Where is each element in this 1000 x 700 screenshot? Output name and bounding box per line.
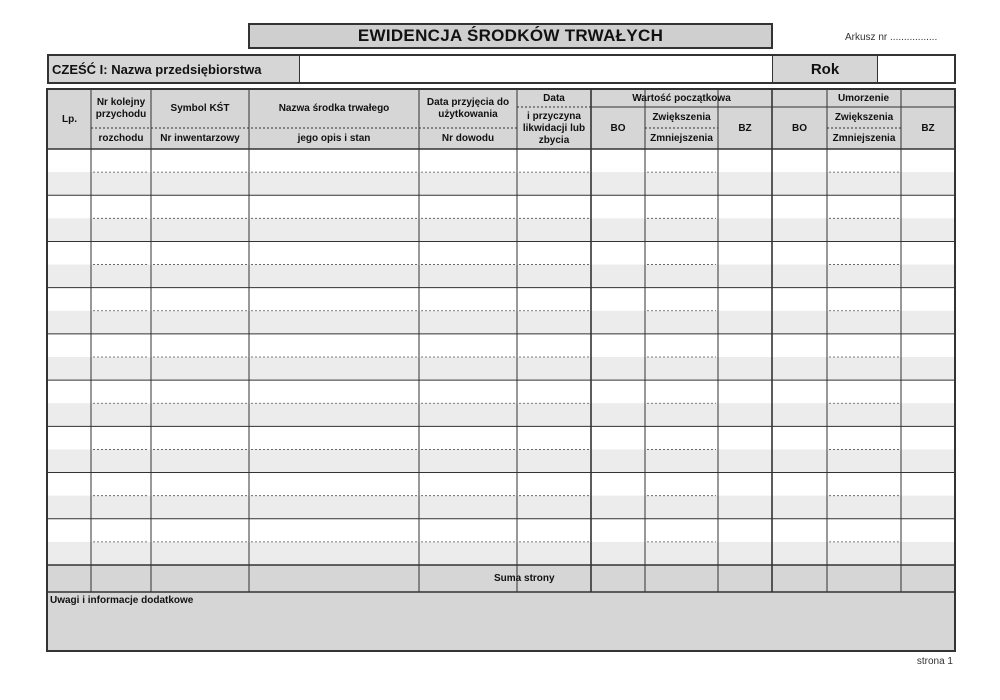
col-header-initial-value-group: Wartość początkowa xyxy=(632,92,731,104)
year-label: Rok xyxy=(773,56,878,82)
col-header-name-top: Nazwa środka trwałego xyxy=(278,103,390,114)
col-header-depr-bz: BZ xyxy=(921,122,935,134)
col-header-date-bottom: Nr dowodu xyxy=(441,133,495,144)
col-header-initial-increase: Zwiększenia xyxy=(652,112,711,123)
col-header-date-top: Data przyjęcia do użytkowania xyxy=(426,97,510,120)
col-header-initial-decrease: Zmniejszenia xyxy=(650,133,713,144)
col-header-kst-top: Symbol KŚT xyxy=(170,103,230,114)
row-stripe xyxy=(47,311,955,334)
row-stripe xyxy=(47,449,955,472)
col-header-depr-bo: BO xyxy=(792,122,807,134)
page-sum-label: Suma strony xyxy=(494,573,555,584)
col-header-lp: Lp. xyxy=(62,113,77,125)
col-header-depr-decrease: Zmniejszenia xyxy=(832,133,896,144)
col-header-liq-bottom: i przyczyna likwidacji lub zbycia xyxy=(522,110,586,146)
row-stripe xyxy=(47,403,955,426)
row-stripe xyxy=(47,265,955,288)
row-stripe xyxy=(47,172,955,195)
sheet-number-field[interactable]: Arkusz nr ................. xyxy=(845,32,938,43)
col-header-initial-bo: BO xyxy=(610,122,626,134)
document-title: EWIDENCJA ŚRODKÓW TRWAŁYCH xyxy=(248,23,773,49)
col-header-kst-bottom: Nr inwentarzowy xyxy=(160,133,240,144)
col-header-depr-increase: Zwiększenia xyxy=(834,112,894,123)
notes-field[interactable] xyxy=(48,608,955,651)
row-stripe xyxy=(47,542,955,565)
col-header-liq-top: Data xyxy=(543,92,565,104)
page-number: strona 1 xyxy=(916,656,953,667)
company-name-label: CZEŚĆ I: Nazwa przedsiębiorstwa xyxy=(49,56,300,82)
row-stripe xyxy=(47,218,955,241)
notes-label: Uwagi i informacje dodatkowe xyxy=(50,595,194,606)
col-header-depreciation-group: Umorzenie xyxy=(837,92,890,104)
row-stripe xyxy=(47,496,955,519)
col-header-initial-bz: BZ xyxy=(738,122,752,134)
col-header-name-bottom: jego opis i stan xyxy=(297,133,371,144)
col-header-nr-bottom: rozchodu xyxy=(98,133,144,144)
row-stripe xyxy=(47,357,955,380)
col-header-nr-top: Nr kolejny przychodu xyxy=(95,97,147,120)
table-fills xyxy=(47,89,955,651)
